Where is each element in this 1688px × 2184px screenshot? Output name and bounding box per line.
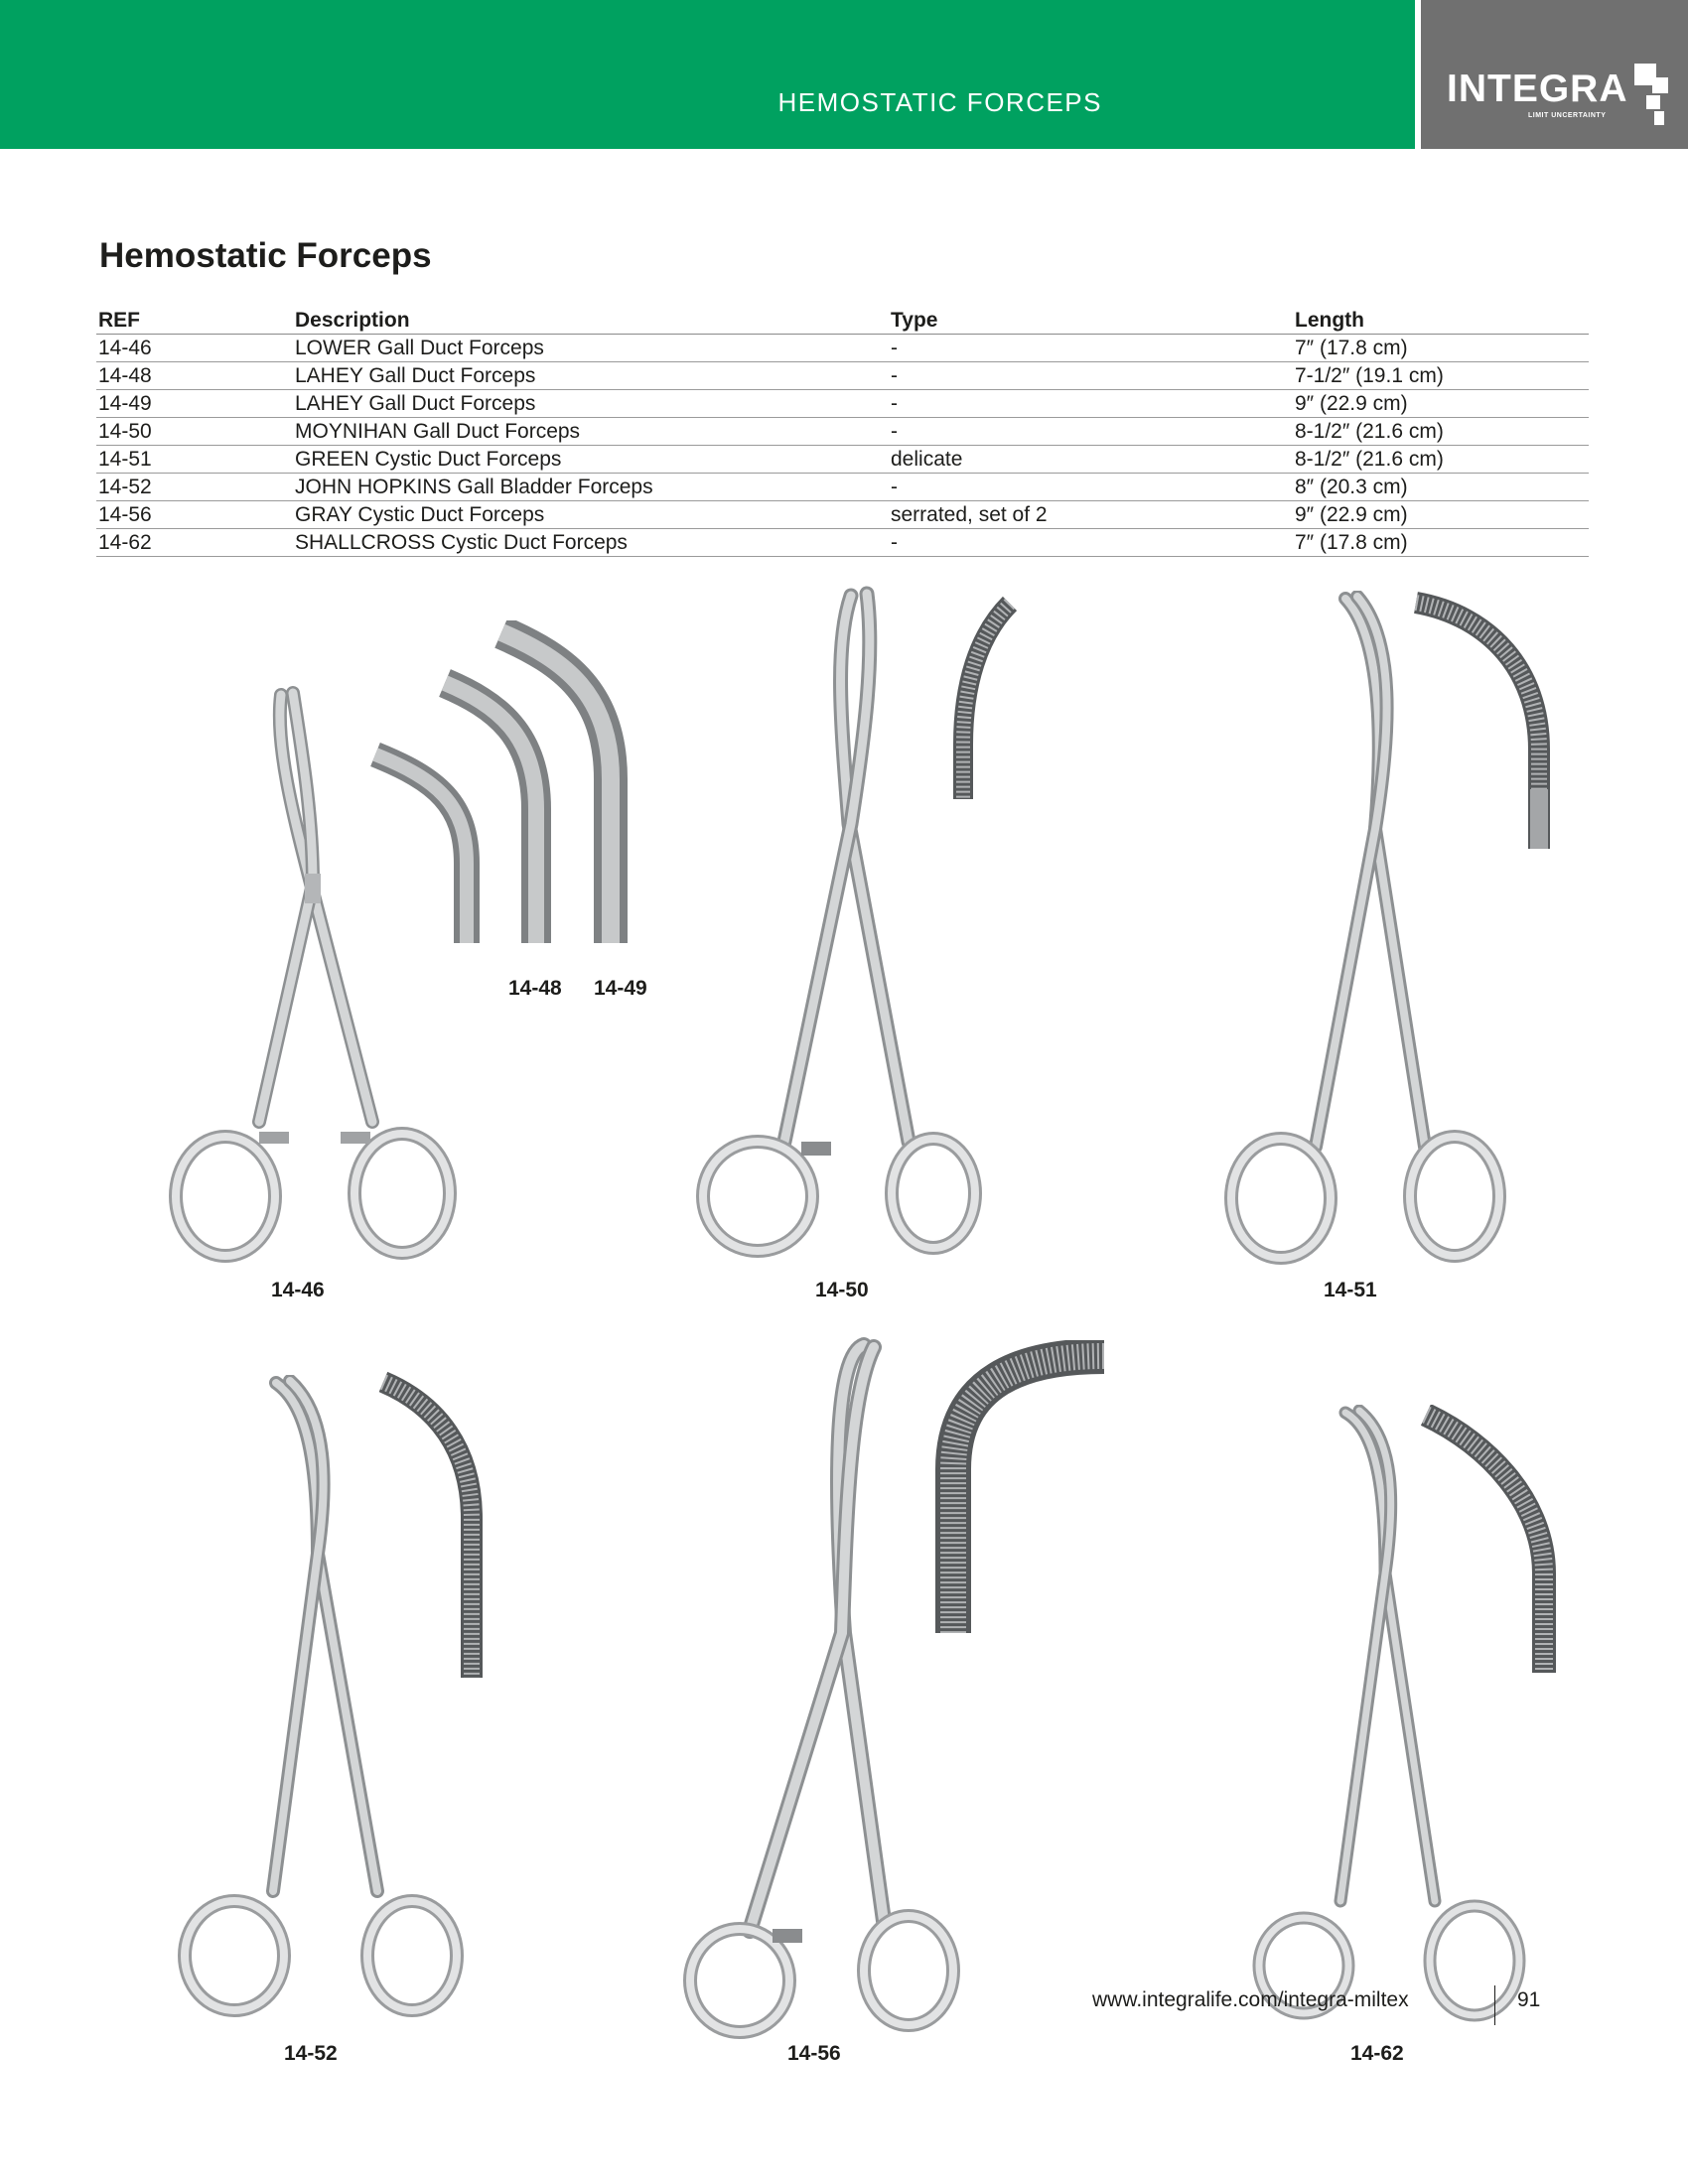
footer-divider bbox=[1494, 1985, 1495, 2025]
cell-length: 9″ (22.9 cm) bbox=[1293, 501, 1589, 529]
header-band bbox=[0, 0, 1415, 149]
table-row bbox=[96, 474, 1589, 501]
cell-description: GRAY Cystic Duct Forceps bbox=[293, 501, 889, 529]
cell-type: - bbox=[889, 474, 1293, 501]
table-header-row bbox=[96, 308, 1589, 335]
cell-description: MOYNIHAN Gall Duct Forceps bbox=[293, 418, 889, 446]
cell-description: GREEN Cystic Duct Forceps bbox=[293, 446, 889, 474]
section-title: HEMOSTATIC FORCEPS bbox=[777, 87, 1102, 117]
figure-label-14-52: 14-52 bbox=[284, 2042, 338, 2065]
cell-type: - bbox=[889, 529, 1293, 557]
table-row bbox=[96, 418, 1589, 446]
page-number: 91 bbox=[1517, 1988, 1541, 2011]
cell-ref: 14-50 bbox=[96, 418, 293, 446]
cell-type: serrated, set of 2 bbox=[889, 501, 1293, 529]
figure-label-14-56: 14-56 bbox=[787, 2042, 841, 2065]
tip-14-52-image bbox=[377, 1370, 506, 1683]
table-row bbox=[96, 501, 1589, 529]
cell-description: SHALLCROSS Cystic Duct Forceps bbox=[293, 529, 889, 557]
cell-type: - bbox=[889, 390, 1293, 418]
figure-label-14-50: 14-50 bbox=[815, 1279, 869, 1301]
cell-type: - bbox=[889, 335, 1293, 362]
footer-url: www.integralife.com/integra-miltex bbox=[1092, 1988, 1409, 2011]
cell-ref: 14-48 bbox=[96, 362, 293, 390]
cell-ref: 14-56 bbox=[96, 501, 293, 529]
product-table bbox=[96, 308, 1589, 557]
cell-description: LAHEY Gall Duct Forceps bbox=[293, 362, 889, 390]
table-row bbox=[96, 390, 1589, 418]
forceps-14-50-image bbox=[690, 586, 988, 1291]
figure-label-14-49: 14-49 bbox=[594, 977, 647, 1000]
cell-ref: 14-52 bbox=[96, 474, 293, 501]
col-header-length: Length bbox=[1293, 308, 1589, 335]
cell-ref: 14-49 bbox=[96, 390, 293, 418]
cell-length: 8-1/2″ (21.6 cm) bbox=[1293, 446, 1589, 474]
cell-ref: 14-46 bbox=[96, 335, 293, 362]
table-row bbox=[96, 335, 1589, 362]
table-row bbox=[96, 362, 1589, 390]
tip-14-50-image bbox=[948, 596, 1018, 804]
tip-14-51-image bbox=[1410, 591, 1559, 854]
cell-length: 7″ (17.8 cm) bbox=[1293, 529, 1589, 557]
logo-tagline: LIMIT UNCERTAINTY bbox=[1528, 112, 1607, 119]
table-row bbox=[96, 446, 1589, 474]
cell-ref: 14-51 bbox=[96, 446, 293, 474]
cell-description: LOWER Gall Duct Forceps bbox=[293, 335, 889, 362]
cell-length: 8-1/2″ (21.6 cm) bbox=[1293, 418, 1589, 446]
page-title: Hemostatic Forceps bbox=[99, 236, 432, 275]
figure-label-14-51: 14-51 bbox=[1324, 1279, 1377, 1301]
tips-14-48-14-49-image bbox=[367, 620, 645, 958]
figure-label-14-62: 14-62 bbox=[1350, 2042, 1404, 2065]
tip-14-62-image bbox=[1420, 1405, 1569, 1678]
tip-14-56-image bbox=[923, 1340, 1112, 1638]
cell-type: delicate bbox=[889, 446, 1293, 474]
col-header-ref: REF bbox=[96, 308, 293, 335]
table-row bbox=[96, 529, 1589, 557]
integra-logo-icon bbox=[1632, 62, 1672, 131]
cell-type: - bbox=[889, 362, 1293, 390]
logo-wordmark: INTEGRA bbox=[1447, 68, 1628, 110]
cell-ref: 14-62 bbox=[96, 529, 293, 557]
cell-length: 8″ (20.3 cm) bbox=[1293, 474, 1589, 501]
cell-description: LAHEY Gall Duct Forceps bbox=[293, 390, 889, 418]
cell-length: 7-1/2″ (19.1 cm) bbox=[1293, 362, 1589, 390]
cell-description: JOHN HOPKINS Gall Bladder Forceps bbox=[293, 474, 889, 501]
logo-box bbox=[1421, 0, 1688, 149]
cell-length: 7″ (17.8 cm) bbox=[1293, 335, 1589, 362]
col-header-type: Type bbox=[889, 308, 1293, 335]
figure-label-14-46: 14-46 bbox=[271, 1279, 325, 1301]
col-header-description: Description bbox=[293, 308, 889, 335]
figure-label-14-48: 14-48 bbox=[508, 977, 562, 1000]
cell-length: 9″ (22.9 cm) bbox=[1293, 390, 1589, 418]
cell-type: - bbox=[889, 418, 1293, 446]
